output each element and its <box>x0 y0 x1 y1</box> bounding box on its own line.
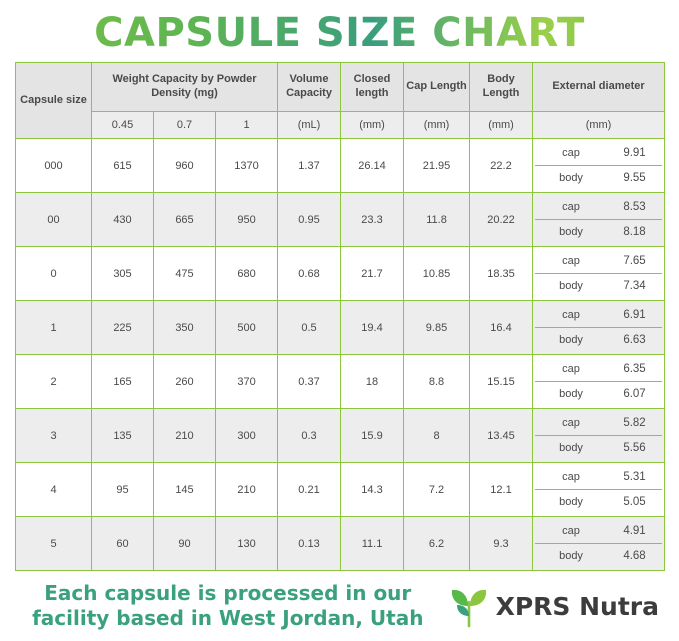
cell-capsule-size: 2 <box>16 355 92 409</box>
subhdr-body-unit: (mm) <box>470 112 533 139</box>
cell-closed-length: 15.9 <box>341 409 404 463</box>
cell-external-diameter <box>533 409 665 463</box>
cell-weight-07: 260 <box>154 355 216 409</box>
external-body-row <box>535 327 662 352</box>
brand-name: XPRS Nutra <box>495 591 659 621</box>
external-body-value: 5.05 <box>623 496 646 508</box>
cell-volume: 1.37 <box>278 139 341 193</box>
cell-body-length: 13.45 <box>470 409 533 463</box>
external-body-value: 9.55 <box>623 172 646 184</box>
cell-weight-1: 210 <box>216 463 278 517</box>
footer-tagline-line2: facility based in West Jordan, Utah <box>32 606 424 630</box>
cell-weight-07: 960 <box>154 139 216 193</box>
external-cap-label: cap <box>562 471 580 483</box>
cell-weight-045: 60 <box>92 517 154 571</box>
subhdr-density-07: 0.7 <box>154 112 216 139</box>
cell-external-diameter <box>533 139 665 193</box>
cell-capsule-size: 4 <box>16 463 92 517</box>
external-body-row <box>535 165 662 190</box>
col-external-diameter: External diameter <box>533 63 665 112</box>
cell-volume: 0.68 <box>278 247 341 301</box>
external-body-row <box>535 273 662 298</box>
external-cap-value: 6.35 <box>623 363 646 375</box>
cell-capsule-size: 5 <box>16 517 92 571</box>
footer-tagline <box>14 581 448 631</box>
external-body-value: 8.18 <box>623 226 646 238</box>
cell-volume: 0.37 <box>278 355 341 409</box>
cell-body-length: 20.22 <box>470 193 533 247</box>
cell-weight-1: 130 <box>216 517 278 571</box>
cell-weight-045: 135 <box>92 409 154 463</box>
external-cap-label: cap <box>562 147 580 159</box>
cell-capsule-size: 000 <box>16 139 92 193</box>
subhdr-cap-unit: (mm) <box>404 112 470 139</box>
col-volume-capacity: Volume Capacity <box>278 63 341 112</box>
external-cap-row <box>535 249 662 273</box>
cell-weight-1: 950 <box>216 193 278 247</box>
external-body-row <box>535 219 662 244</box>
table-subheader-row <box>16 112 665 139</box>
cell-weight-1: 370 <box>216 355 278 409</box>
cell-volume: 0.95 <box>278 193 341 247</box>
cell-capsule-size: 00 <box>16 193 92 247</box>
cell-closed-length: 26.14 <box>341 139 404 193</box>
external-body-row <box>535 489 662 514</box>
cell-cap-length: 8.8 <box>404 355 470 409</box>
cell-closed-length: 21.7 <box>341 247 404 301</box>
external-body-label: body <box>559 388 583 400</box>
table-row <box>16 355 665 409</box>
external-body-row <box>535 435 662 460</box>
cell-weight-045: 225 <box>92 301 154 355</box>
table-body <box>16 139 665 571</box>
cell-volume: 0.13 <box>278 517 341 571</box>
cell-weight-07: 475 <box>154 247 216 301</box>
cell-cap-length: 6.2 <box>404 517 470 571</box>
external-cap-value: 5.82 <box>623 417 646 429</box>
external-body-value: 5.56 <box>623 442 646 454</box>
cell-body-length: 15.15 <box>470 355 533 409</box>
col-weight-capacity: Weight Capacity by Powder Density (mg) <box>92 63 278 112</box>
external-cap-row <box>535 357 662 381</box>
cell-external-diameter <box>533 247 665 301</box>
cell-weight-045: 430 <box>92 193 154 247</box>
leaf-icon <box>448 584 490 628</box>
cell-weight-045: 95 <box>92 463 154 517</box>
cell-body-length: 16.4 <box>470 301 533 355</box>
cell-capsule-size: 3 <box>16 409 92 463</box>
external-body-label: body <box>559 172 583 184</box>
table-row <box>16 463 665 517</box>
subhdr-density-045: 0.45 <box>92 112 154 139</box>
cell-body-length: 12.1 <box>470 463 533 517</box>
cell-weight-1: 300 <box>216 409 278 463</box>
cell-cap-length: 11.8 <box>404 193 470 247</box>
cell-body-length: 18.35 <box>470 247 533 301</box>
cell-weight-1: 680 <box>216 247 278 301</box>
cell-volume: 0.3 <box>278 409 341 463</box>
cell-closed-length: 14.3 <box>341 463 404 517</box>
external-body-label: body <box>559 442 583 454</box>
cell-external-diameter <box>533 463 665 517</box>
table-row <box>16 193 665 247</box>
footer-tagline-line1: Each capsule is processed in our <box>44 581 412 605</box>
external-cap-row <box>535 519 662 543</box>
cell-external-diameter <box>533 355 665 409</box>
external-cap-value: 6.91 <box>623 309 646 321</box>
cell-body-length: 9.3 <box>470 517 533 571</box>
cell-capsule-size: 0 <box>16 247 92 301</box>
cell-cap-length: 7.2 <box>404 463 470 517</box>
cell-cap-length: 10.85 <box>404 247 470 301</box>
subhdr-closed-unit: (mm) <box>341 112 404 139</box>
external-body-label: body <box>559 280 583 292</box>
external-cap-value: 5.31 <box>623 471 646 483</box>
external-cap-value: 8.53 <box>623 201 646 213</box>
cell-closed-length: 18 <box>341 355 404 409</box>
external-body-label: body <box>559 496 583 508</box>
external-body-label: body <box>559 550 583 562</box>
table-row <box>16 139 665 193</box>
cell-weight-07: 350 <box>154 301 216 355</box>
external-cap-row <box>535 141 662 165</box>
subhdr-volume-unit: (mL) <box>278 112 341 139</box>
external-body-value: 4.68 <box>623 550 646 562</box>
external-cap-label: cap <box>562 201 580 213</box>
col-capsule-size: Capsule size <box>16 63 92 139</box>
external-body-label: body <box>559 226 583 238</box>
cell-weight-045: 615 <box>92 139 154 193</box>
cell-weight-07: 665 <box>154 193 216 247</box>
external-cap-label: cap <box>562 525 580 537</box>
page-title: CAPSULE SIZE CHART <box>0 0 679 62</box>
cell-weight-07: 90 <box>154 517 216 571</box>
cell-weight-1: 500 <box>216 301 278 355</box>
external-cap-label: cap <box>562 363 580 375</box>
cell-weight-07: 210 <box>154 409 216 463</box>
cell-weight-1: 1370 <box>216 139 278 193</box>
cell-body-length: 22.2 <box>470 139 533 193</box>
cell-external-diameter <box>533 193 665 247</box>
table-row <box>16 301 665 355</box>
external-cap-row <box>535 411 662 435</box>
external-cap-row <box>535 465 662 489</box>
cell-volume: 0.5 <box>278 301 341 355</box>
cell-weight-07: 145 <box>154 463 216 517</box>
external-body-row <box>535 543 662 568</box>
capsule-size-table <box>15 62 665 571</box>
cell-weight-045: 165 <box>92 355 154 409</box>
cell-closed-length: 23.3 <box>341 193 404 247</box>
external-cap-label: cap <box>562 417 580 429</box>
brand-lockup <box>448 584 665 628</box>
col-cap-length: Cap Length <box>404 63 470 112</box>
external-cap-row <box>535 195 662 219</box>
external-cap-row <box>535 303 662 327</box>
cell-volume: 0.21 <box>278 463 341 517</box>
cell-external-diameter <box>533 301 665 355</box>
cell-cap-length: 8 <box>404 409 470 463</box>
cell-external-diameter <box>533 517 665 571</box>
table-row <box>16 517 665 571</box>
cell-cap-length: 9.85 <box>404 301 470 355</box>
external-body-row <box>535 381 662 406</box>
external-body-value: 6.07 <box>623 388 646 400</box>
external-body-value: 7.34 <box>623 280 646 292</box>
table-row <box>16 247 665 301</box>
subhdr-external-unit: (mm) <box>533 112 665 139</box>
external-body-label: body <box>559 334 583 346</box>
external-cap-value: 7.65 <box>623 255 646 267</box>
external-cap-value: 9.91 <box>623 147 646 159</box>
external-body-value: 6.63 <box>623 334 646 346</box>
col-body-length: Body Length <box>470 63 533 112</box>
external-cap-value: 4.91 <box>623 525 646 537</box>
col-closed-length: Closed length <box>341 63 404 112</box>
cell-closed-length: 11.1 <box>341 517 404 571</box>
cell-cap-length: 21.95 <box>404 139 470 193</box>
footer <box>0 573 679 639</box>
external-cap-label: cap <box>562 309 580 321</box>
table-header-row <box>16 63 665 112</box>
table-row <box>16 409 665 463</box>
cell-weight-045: 305 <box>92 247 154 301</box>
external-cap-label: cap <box>562 255 580 267</box>
subhdr-density-1: 1 <box>216 112 278 139</box>
cell-capsule-size: 1 <box>16 301 92 355</box>
cell-closed-length: 19.4 <box>341 301 404 355</box>
